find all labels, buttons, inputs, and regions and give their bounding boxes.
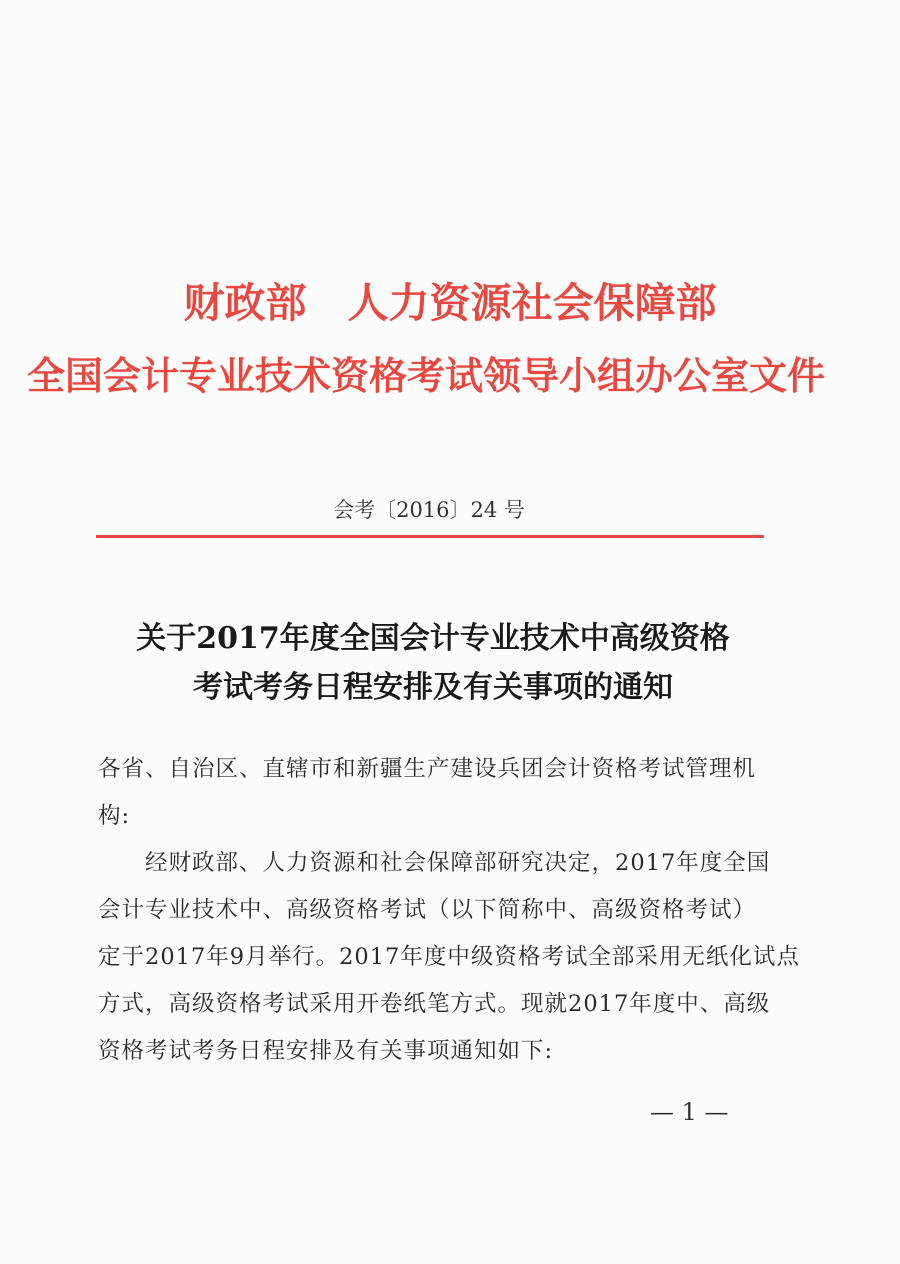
salutation-line2: 构: [98, 803, 131, 829]
issuer-header-line1: 财政部 人力资源社会保障部 [183, 279, 717, 327]
notice-title-line2: 考试考务日程安排及有关事项的通知 [193, 670, 673, 705]
body-paragraph-line2: 会计专业技术中、高级资格考试（以下简称中、高级资格考试） [98, 897, 757, 923]
body-paragraph-line5: 资格考试考务日程安排及有关事项通知如下: [98, 1038, 554, 1064]
notice-title-line1: 关于2017年度全国会计专业技术中高级资格 [136, 621, 730, 656]
body-paragraph-line4: 方式，高级资格考试采用开卷纸笔方式。现就2017年度中、高级 [98, 991, 771, 1017]
body-paragraph-line1: 经财政部、人力资源和社会保障部研究决定，2017年度全国 [145, 850, 771, 876]
salutation-line1: 各省、自治区、直辖市和新疆生产建设兵团会计资格考试管理机 [98, 756, 757, 782]
page-number: — 1 — [650, 1098, 729, 1126]
document-number: 会考〔2016〕24 号 [333, 498, 525, 522]
body-paragraph-line3: 定于2017年9月举行。2017年度中级资格考试全部采用无纸化试点 [98, 944, 800, 970]
red-divider-rule [96, 535, 764, 538]
issuer-header-line2: 全国会计专业技术资格考试领导小组办公室文件 [26, 354, 825, 398]
